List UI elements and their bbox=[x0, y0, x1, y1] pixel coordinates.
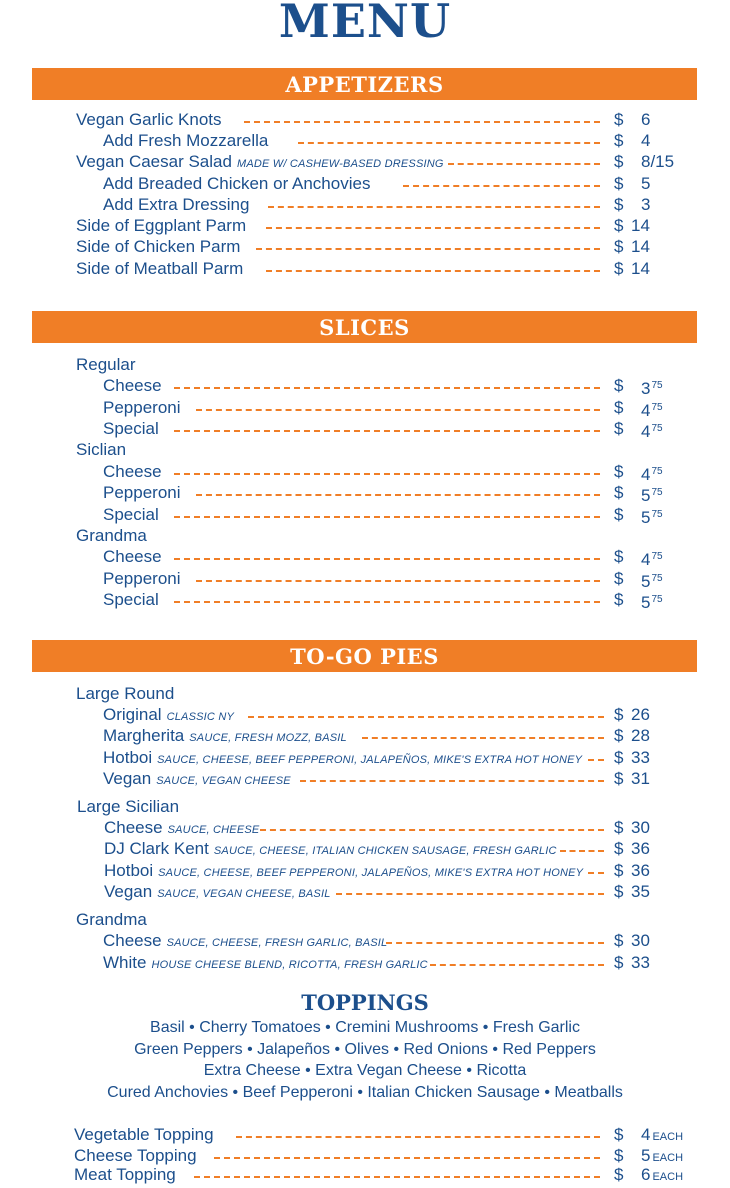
item-description: SAUCE, CHEESE, FRESH GARLIC, BASIL bbox=[166, 937, 388, 949]
item-description: SAUCE, FRESH MOZZ, BASIL bbox=[189, 732, 347, 744]
dot-leader bbox=[214, 1157, 600, 1159]
dot-leader bbox=[266, 227, 600, 229]
currency-symbol: $ bbox=[614, 590, 624, 609]
menu-item bbox=[0, 704, 730, 725]
item-description: SAUCE, VEGAN CHEESE, BASIL bbox=[157, 888, 331, 900]
menu-item bbox=[0, 236, 730, 257]
dot-leader bbox=[174, 430, 600, 432]
currency-symbol: $ bbox=[614, 839, 624, 858]
menu-item bbox=[0, 375, 730, 396]
item-price: 14 bbox=[631, 237, 650, 256]
group-title: Regular bbox=[76, 355, 136, 374]
item-title: DJ Clark Kent bbox=[104, 839, 209, 858]
menu-item bbox=[0, 860, 730, 881]
item-title: White bbox=[103, 953, 147, 972]
item-price: 33 bbox=[631, 748, 650, 767]
item-title: Vegan Caesar Salad bbox=[76, 152, 232, 171]
menu-item bbox=[0, 258, 730, 279]
price-main: 5 bbox=[641, 593, 651, 612]
price-unit: EACH bbox=[652, 1171, 684, 1183]
price-cents: 75 bbox=[651, 466, 663, 477]
currency-symbol: $ bbox=[614, 376, 624, 395]
currency-symbol: $ bbox=[614, 953, 624, 972]
currency-symbol: $ bbox=[614, 216, 624, 235]
dot-leader bbox=[588, 872, 604, 874]
dot-leader bbox=[248, 716, 604, 718]
dot-leader bbox=[336, 893, 604, 895]
dot-leader bbox=[174, 516, 600, 518]
dot-leader bbox=[362, 737, 604, 739]
dot-leader bbox=[174, 601, 600, 603]
currency-symbol: $ bbox=[614, 259, 624, 278]
item-name: Pepperoni bbox=[103, 398, 181, 417]
item-name: Cheese bbox=[103, 462, 162, 481]
currency-symbol: $ bbox=[614, 398, 624, 417]
item-title: Hotboi bbox=[104, 861, 154, 880]
currency-symbol: $ bbox=[614, 769, 624, 788]
currency-symbol: $ bbox=[614, 419, 624, 438]
currency-symbol: $ bbox=[614, 110, 624, 129]
dot-leader bbox=[588, 759, 604, 761]
item-name: Special bbox=[103, 505, 159, 524]
currency-symbol: $ bbox=[614, 195, 624, 214]
price-main: 3 bbox=[641, 379, 651, 398]
price-cents: 75 bbox=[651, 380, 663, 391]
dot-leader bbox=[174, 558, 600, 560]
menu-item bbox=[0, 930, 730, 951]
item-title: Vegan bbox=[104, 882, 153, 901]
item-name: Special bbox=[103, 419, 159, 438]
currency-symbol: $ bbox=[614, 1165, 624, 1184]
item-price: 5 bbox=[641, 174, 651, 193]
price-main: 4 bbox=[641, 550, 651, 569]
menu-item bbox=[0, 747, 730, 768]
group-title: Siclian bbox=[76, 440, 127, 459]
item-name bbox=[104, 881, 331, 905]
dot-leader bbox=[403, 185, 600, 187]
menu-item bbox=[0, 130, 730, 151]
price-cents: 75 bbox=[651, 402, 663, 413]
item-price: 33 bbox=[631, 953, 650, 972]
item-title: Hotboi bbox=[103, 748, 153, 767]
dot-leader bbox=[300, 780, 604, 782]
item-name: Side of Meatball Parm bbox=[76, 259, 244, 278]
item-name bbox=[76, 151, 444, 175]
price-cents: 75 bbox=[651, 509, 663, 520]
item-price: 31 bbox=[631, 769, 650, 788]
appetizers-header: APPETIZERS bbox=[32, 68, 697, 100]
dot-leader bbox=[174, 473, 600, 475]
item-price: 35 bbox=[631, 882, 650, 901]
dot-leader bbox=[386, 942, 604, 944]
group-title: Large Round bbox=[76, 684, 175, 703]
item-name: Vegan Garlic Knots bbox=[76, 110, 222, 129]
currency-symbol: $ bbox=[614, 861, 624, 880]
price-unit: EACH bbox=[652, 1131, 684, 1143]
item-price bbox=[641, 546, 663, 570]
item-price: 4 bbox=[641, 131, 651, 150]
item-name bbox=[104, 838, 557, 862]
price-main: 4 bbox=[641, 422, 651, 441]
item-description: SAUCE, CHEESE, BEEF PEPPERONI, JALAPEÑOS, MIKE'S EXTRA HOT HONEY bbox=[158, 867, 584, 879]
menu-item bbox=[0, 418, 730, 439]
price-main: 5 bbox=[641, 486, 651, 505]
to-go-pies-header: TO-GO PIES bbox=[32, 640, 697, 672]
price-cents: 75 bbox=[651, 487, 663, 498]
menu-item bbox=[0, 589, 730, 610]
dot-leader bbox=[194, 1176, 600, 1178]
item-price: 26 bbox=[631, 705, 650, 724]
item-name: Meat Topping bbox=[74, 1165, 176, 1184]
dot-leader bbox=[448, 163, 600, 165]
currency-symbol: $ bbox=[614, 483, 624, 502]
menu-item bbox=[0, 881, 730, 902]
item-name: Pepperoni bbox=[103, 569, 181, 588]
dot-leader bbox=[298, 142, 600, 144]
currency-symbol: $ bbox=[614, 748, 624, 767]
item-name: Cheese bbox=[103, 376, 162, 395]
currency-symbol: $ bbox=[614, 237, 624, 256]
currency-symbol: $ bbox=[614, 1125, 624, 1144]
item-price bbox=[641, 1164, 683, 1188]
item-name: Special bbox=[103, 590, 159, 609]
item-price: 8/15 bbox=[641, 152, 675, 171]
menu-item bbox=[0, 151, 730, 172]
price-main: 4 bbox=[641, 465, 651, 484]
menu-item bbox=[0, 1145, 730, 1166]
price-cents: 75 bbox=[651, 594, 663, 605]
item-title: Original bbox=[103, 705, 162, 724]
menu-item bbox=[0, 817, 730, 838]
item-name: Side of Chicken Parm bbox=[76, 237, 241, 256]
item-description: SAUCE, CHEESE bbox=[167, 824, 260, 836]
price-cents: 75 bbox=[651, 551, 663, 562]
item-description: MADE W/ CASHEW-BASED DRESSING bbox=[236, 158, 444, 170]
dot-leader bbox=[196, 494, 600, 496]
currency-symbol: $ bbox=[614, 152, 624, 171]
currency-symbol: $ bbox=[614, 931, 624, 950]
item-name: Add Fresh Mozzarella bbox=[103, 131, 269, 150]
currency-symbol: $ bbox=[614, 882, 624, 901]
item-price: 30 bbox=[631, 931, 650, 950]
price-main: 6 bbox=[641, 1165, 651, 1184]
price-cents: 75 bbox=[651, 573, 663, 584]
currency-symbol: $ bbox=[614, 174, 624, 193]
dot-leader bbox=[244, 121, 600, 123]
currency-symbol: $ bbox=[614, 1146, 624, 1165]
item-price: 30 bbox=[631, 818, 650, 837]
menu-item bbox=[0, 215, 730, 236]
menu-item bbox=[0, 568, 730, 589]
item-name bbox=[103, 768, 291, 792]
dot-leader bbox=[196, 409, 600, 411]
item-price bbox=[641, 375, 663, 399]
menu-item bbox=[0, 546, 730, 567]
menu-item bbox=[0, 838, 730, 859]
item-price: 14 bbox=[631, 216, 650, 235]
item-price: 36 bbox=[631, 861, 650, 880]
currency-symbol: $ bbox=[614, 569, 624, 588]
toppings-list-line: Extra Cheese • Extra Vegan Cheese • Ricotta bbox=[203, 1062, 527, 1079]
item-description: CLASSIC NY bbox=[166, 711, 235, 723]
dot-leader bbox=[236, 1136, 600, 1138]
item-title: Vegan bbox=[103, 769, 152, 788]
item-name: Pepperoni bbox=[103, 483, 181, 502]
price-main: 4 bbox=[641, 401, 651, 420]
menu-item bbox=[0, 173, 730, 194]
currency-symbol: $ bbox=[614, 726, 624, 745]
menu-title: MENU bbox=[278, 0, 452, 48]
group-title: Grandma bbox=[76, 910, 147, 929]
menu-item bbox=[0, 194, 730, 215]
item-title: Cheese bbox=[103, 931, 162, 950]
price-cents: 75 bbox=[651, 423, 663, 434]
menu-item bbox=[0, 1164, 730, 1185]
item-description: HOUSE CHEESE BLEND, RICOTTA, FRESH GARLIC bbox=[151, 959, 428, 971]
item-name: Side of Eggplant Parm bbox=[76, 216, 247, 235]
currency-symbol: $ bbox=[614, 505, 624, 524]
price-main: 5 bbox=[641, 1146, 651, 1165]
item-price: 3 bbox=[641, 195, 651, 214]
price-main: 5 bbox=[641, 508, 651, 527]
group-title: Large Sicilian bbox=[77, 797, 180, 816]
dot-leader bbox=[268, 206, 600, 208]
dot-leader bbox=[260, 829, 604, 831]
item-price: 14 bbox=[631, 259, 650, 278]
item-name: Cheese bbox=[103, 547, 162, 566]
toppings-list-line: Cured Anchovies • Beef Pepperoni • Italian Chicken Sausage • Meatballs bbox=[107, 1084, 623, 1101]
slices-header: SLICES bbox=[32, 311, 697, 343]
currency-symbol: $ bbox=[614, 131, 624, 150]
item-description: SAUCE, CHEESE, ITALIAN CHICKEN SAUSAGE, FRESH GARLIC bbox=[213, 845, 557, 857]
item-name: Cheese Topping bbox=[74, 1146, 197, 1165]
item-name bbox=[103, 930, 387, 954]
item-name: Add Extra Dressing bbox=[103, 195, 250, 214]
toppings-list-line: Basil • Cherry Tomatoes • Cremini Mushrooms • Fresh Garlic bbox=[150, 1019, 580, 1036]
price-unit: EACH bbox=[652, 1152, 684, 1164]
item-title: Cheese bbox=[104, 818, 163, 837]
menu-item bbox=[0, 725, 730, 746]
menu-item bbox=[0, 952, 730, 973]
dot-leader bbox=[430, 964, 604, 966]
dot-leader bbox=[266, 270, 600, 272]
item-price bbox=[641, 589, 663, 613]
price-main: 5 bbox=[641, 572, 651, 591]
menu-item bbox=[0, 768, 730, 789]
item-price bbox=[641, 482, 663, 506]
item-price: 36 bbox=[631, 839, 650, 858]
dot-leader bbox=[256, 248, 600, 250]
item-name: Add Breaded Chicken or Anchovies bbox=[103, 174, 371, 193]
item-title: Margherita bbox=[103, 726, 185, 745]
item-name: Vegetable Topping bbox=[74, 1125, 214, 1144]
menu-item bbox=[0, 109, 730, 130]
menu-item bbox=[0, 1124, 730, 1145]
toppings-title: TOPPINGS bbox=[301, 990, 429, 1015]
currency-symbol: $ bbox=[614, 818, 624, 837]
currency-symbol: $ bbox=[614, 705, 624, 724]
item-description: SAUCE, CHEESE, BEEF PEPPERONI, JALAPEÑOS, MIKE'S EXTRA HOT HONEY bbox=[157, 754, 583, 766]
menu-item bbox=[0, 397, 730, 418]
item-name bbox=[103, 725, 347, 749]
item-price: 6 bbox=[641, 110, 651, 129]
menu-item bbox=[0, 461, 730, 482]
item-description: SAUCE, VEGAN CHEESE bbox=[156, 775, 291, 787]
currency-symbol: $ bbox=[614, 462, 624, 481]
menu-item bbox=[0, 482, 730, 503]
currency-symbol: $ bbox=[614, 547, 624, 566]
item-price bbox=[641, 504, 663, 528]
group-title: Grandma bbox=[76, 526, 147, 545]
item-name bbox=[103, 952, 428, 976]
dot-leader bbox=[174, 387, 600, 389]
price-main: 4 bbox=[641, 1125, 651, 1144]
toppings-list-line: Green Peppers • Jalapeños • Olives • Red Onions • Red Peppers bbox=[134, 1041, 596, 1058]
item-price: 28 bbox=[631, 726, 650, 745]
menu-item bbox=[0, 504, 730, 525]
dot-leader bbox=[560, 850, 604, 852]
item-price bbox=[641, 418, 663, 442]
dot-leader bbox=[196, 580, 600, 582]
